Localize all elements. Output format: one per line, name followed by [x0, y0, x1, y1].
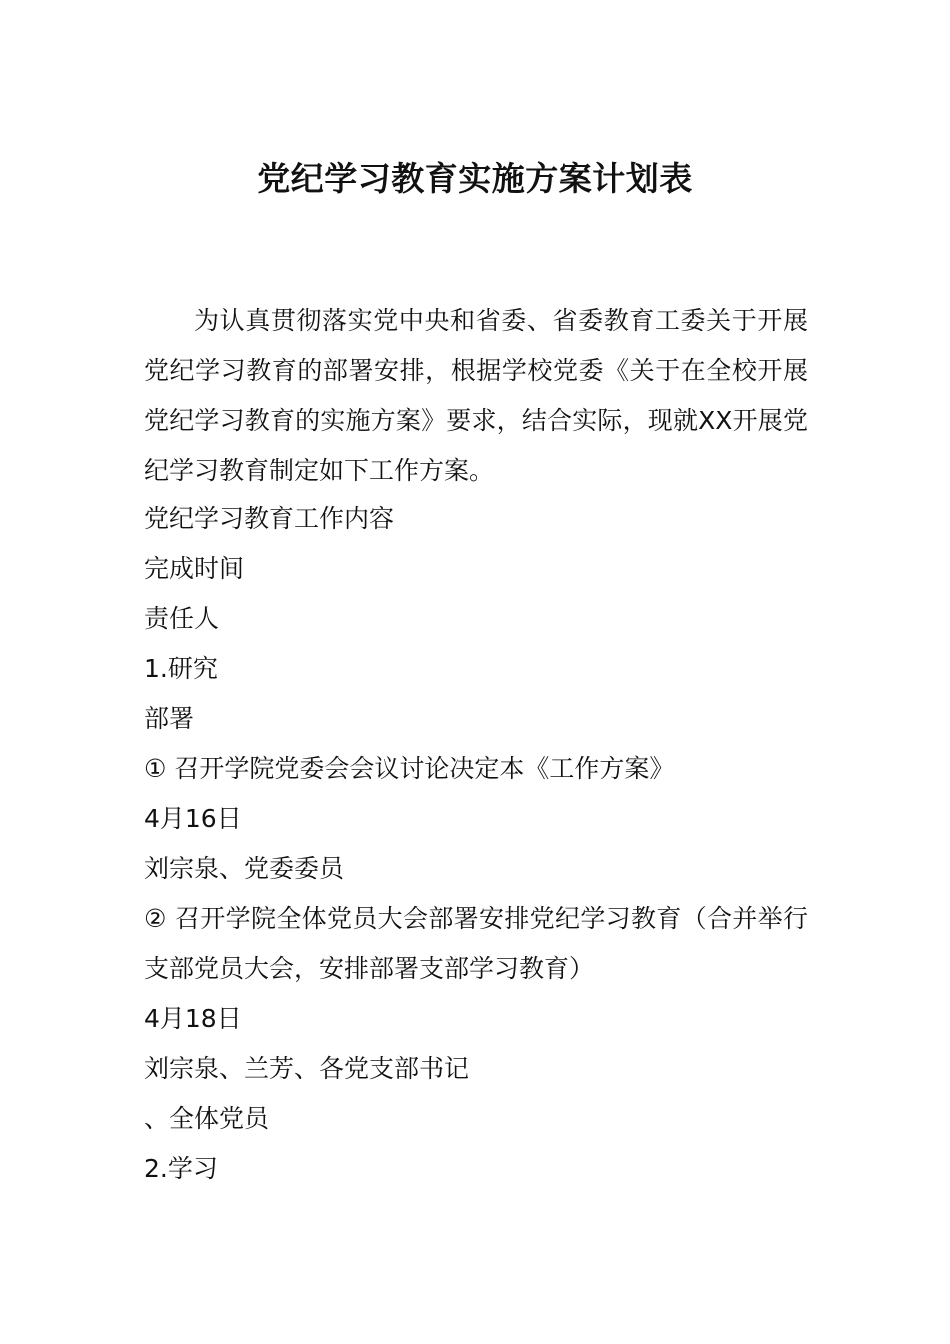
task-2-responsible-cont: 、全体党员: [144, 1104, 270, 1133]
section-1-label-cont: 部署: [144, 704, 195, 733]
document-title: 党纪学习教育实施方案计划表: [257, 159, 693, 198]
header-work-content: 党纪学习教育工作内容: [144, 504, 395, 533]
intro-paragraph: 为认真贯彻落实党中央和省委、省委教育工委关于开展党纪学习教育的部署安排，根据学校党委《关于在全校开展党纪学习教育的实施方案》要求，结合实际，现就XX开展党纪学习教育制定如下工作方案。: [144, 306, 808, 485]
task-1-date: 4月16日: [144, 804, 242, 833]
header-completion-time: 完成时间: [144, 554, 245, 583]
task-2-responsible: 刘宗泉、兰芳、各党支部书记: [144, 1054, 470, 1083]
task-2-content: ② 召开学院全体党员大会部署安排党纪学习教育（合并举行支部党员大会，安排部署支部学习教育）: [144, 904, 808, 983]
section-1-label: 1.研究: [144, 654, 218, 683]
header-responsible-person: 责任人: [144, 604, 220, 633]
section-2-label: 2.学习: [144, 1154, 218, 1183]
task-1-content: ① 召开学院党委会会议讨论决定本《工作方案》: [144, 754, 675, 783]
task-2-date: 4月18日: [144, 1004, 242, 1033]
task-1-responsible: 刘宗泉、党委委员: [144, 854, 345, 883]
plan-content: [144, 494, 808, 1194]
